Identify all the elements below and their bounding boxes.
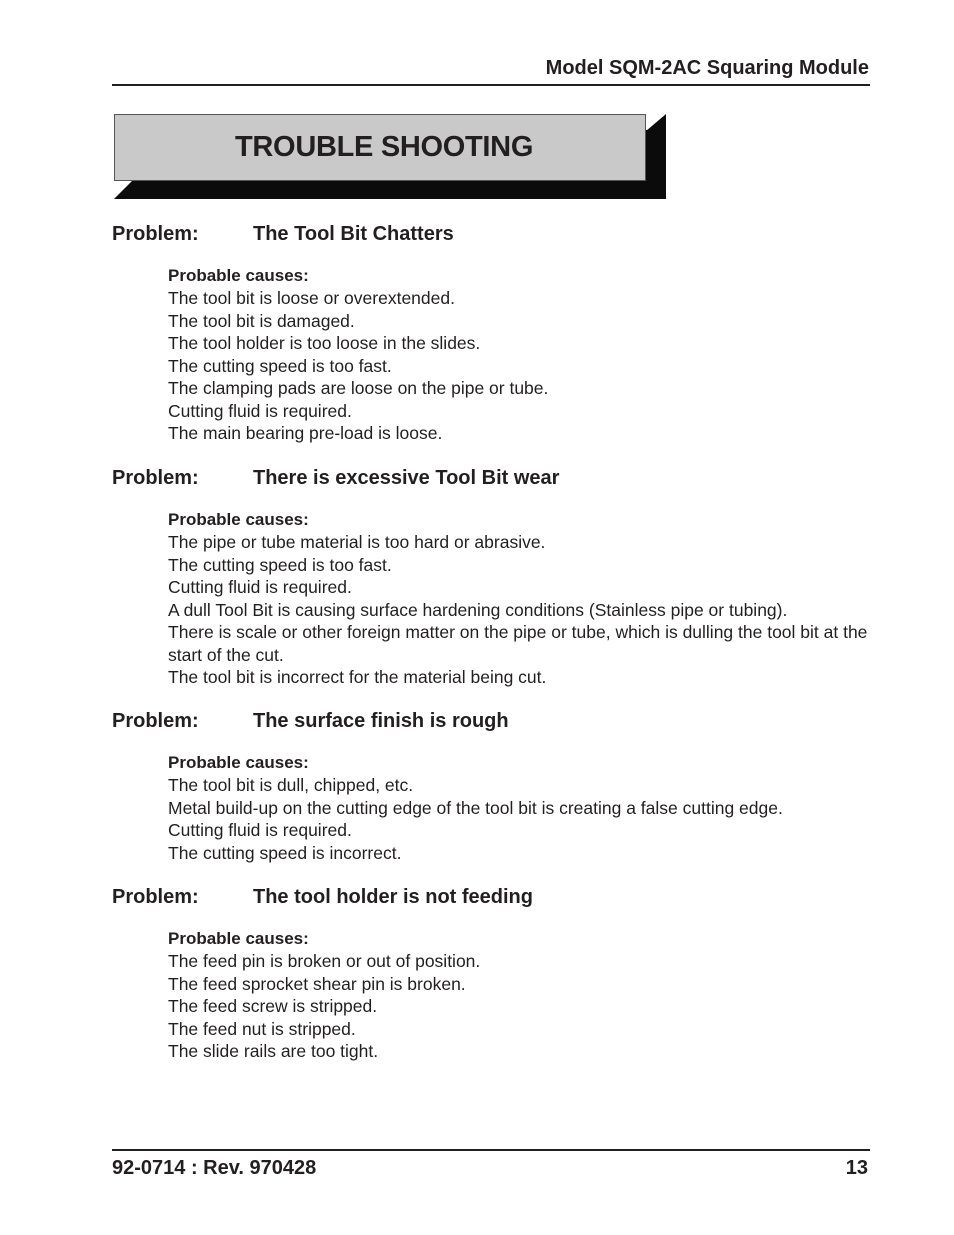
page-number: 13 [845, 1157, 868, 1179]
cause-item: Metal build-up on the cutting edge of the tool bit is creating a false cutting edge. [168, 797, 783, 818]
cause-item: The tool bit is loose or overextended. [168, 288, 455, 308]
problem-title: There is excessive Tool Bit wear [253, 467, 560, 489]
problem-heading [112, 222, 872, 246]
problem-label: Problem: [112, 886, 199, 908]
problem-heading [112, 709, 872, 733]
cause-item: The clamping pads are loose on the pipe or tube. [168, 378, 549, 398]
document-revision: 92-0714 : Rev. 970428 [112, 1157, 317, 1179]
cause-item: The tool bit is dull, chipped, etc. [168, 775, 414, 795]
problem-title: The tool holder is not feeding [253, 886, 533, 908]
cause-item: The pipe or tube material is too hard or abrasive. [168, 532, 546, 552]
cause-item: Cutting fluid is required. [168, 577, 352, 597]
problem-label: Problem: [112, 467, 199, 489]
problem-heading [112, 885, 872, 909]
cause-item: The slide rails are too tight. [168, 1041, 379, 1061]
causes-block [168, 265, 872, 445]
problem-title: The surface finish is rough [253, 710, 509, 732]
causes-heading: Probable causes: [168, 266, 309, 285]
problem-section-1 [112, 222, 872, 445]
causes-heading: Probable causes: [168, 510, 309, 529]
cause-item: The tool holder is too loose in the slides. [168, 333, 481, 353]
causes-heading: Probable causes: [168, 753, 309, 772]
cause-item: Cutting fluid is required. [168, 400, 352, 421]
problem-section-4 [112, 885, 872, 1063]
causes-block [168, 509, 872, 689]
problem-section-2 [112, 466, 872, 689]
cause-item: There is scale or other foreign matter on the pipe or tube, which is dulling the tool bit at the start of the cut. [168, 622, 868, 665]
cause-item: A dull Tool Bit is causing surface hardening conditions (Stainless pipe or tubing). [168, 599, 788, 620]
causes-block [168, 752, 872, 864]
banner-shadow-corner-right [646, 114, 666, 131]
causes-block [168, 928, 872, 1063]
cause-item: Cutting fluid is required. [168, 820, 352, 840]
footer-rule [112, 1149, 870, 1151]
cause-item: The feed screw is stripped. [168, 996, 378, 1016]
cause-item: The cutting speed is too fast. [168, 554, 392, 575]
cause-item: The feed pin is broken or out of position. [168, 951, 481, 971]
cause-item: The feed nut is stripped. [168, 1018, 356, 1039]
cause-item: The tool bit is incorrect for the material being cut. [168, 667, 547, 687]
banner-shadow-corner-left [114, 181, 132, 199]
problem-section-3 [112, 709, 872, 864]
causes-heading: Probable causes: [168, 929, 309, 948]
header-rule [112, 84, 870, 86]
problem-heading [112, 466, 872, 490]
problem-title: The Tool Bit Chatters [253, 223, 454, 245]
running-header-title: Model SQM-2AC Squaring Module [545, 57, 869, 79]
cause-item: The cutting speed is incorrect. [168, 842, 402, 863]
cause-item: The tool bit is damaged. [168, 310, 355, 331]
cause-item: The feed sprocket shear pin is broken. [168, 973, 466, 994]
cause-item: The main bearing pre-load is loose. [168, 423, 443, 443]
problem-label: Problem: [112, 223, 199, 245]
problem-label: Problem: [112, 710, 199, 732]
section-title: TROUBLE SHOOTING [235, 131, 534, 163]
cause-item: The cutting speed is too fast. [168, 355, 392, 376]
